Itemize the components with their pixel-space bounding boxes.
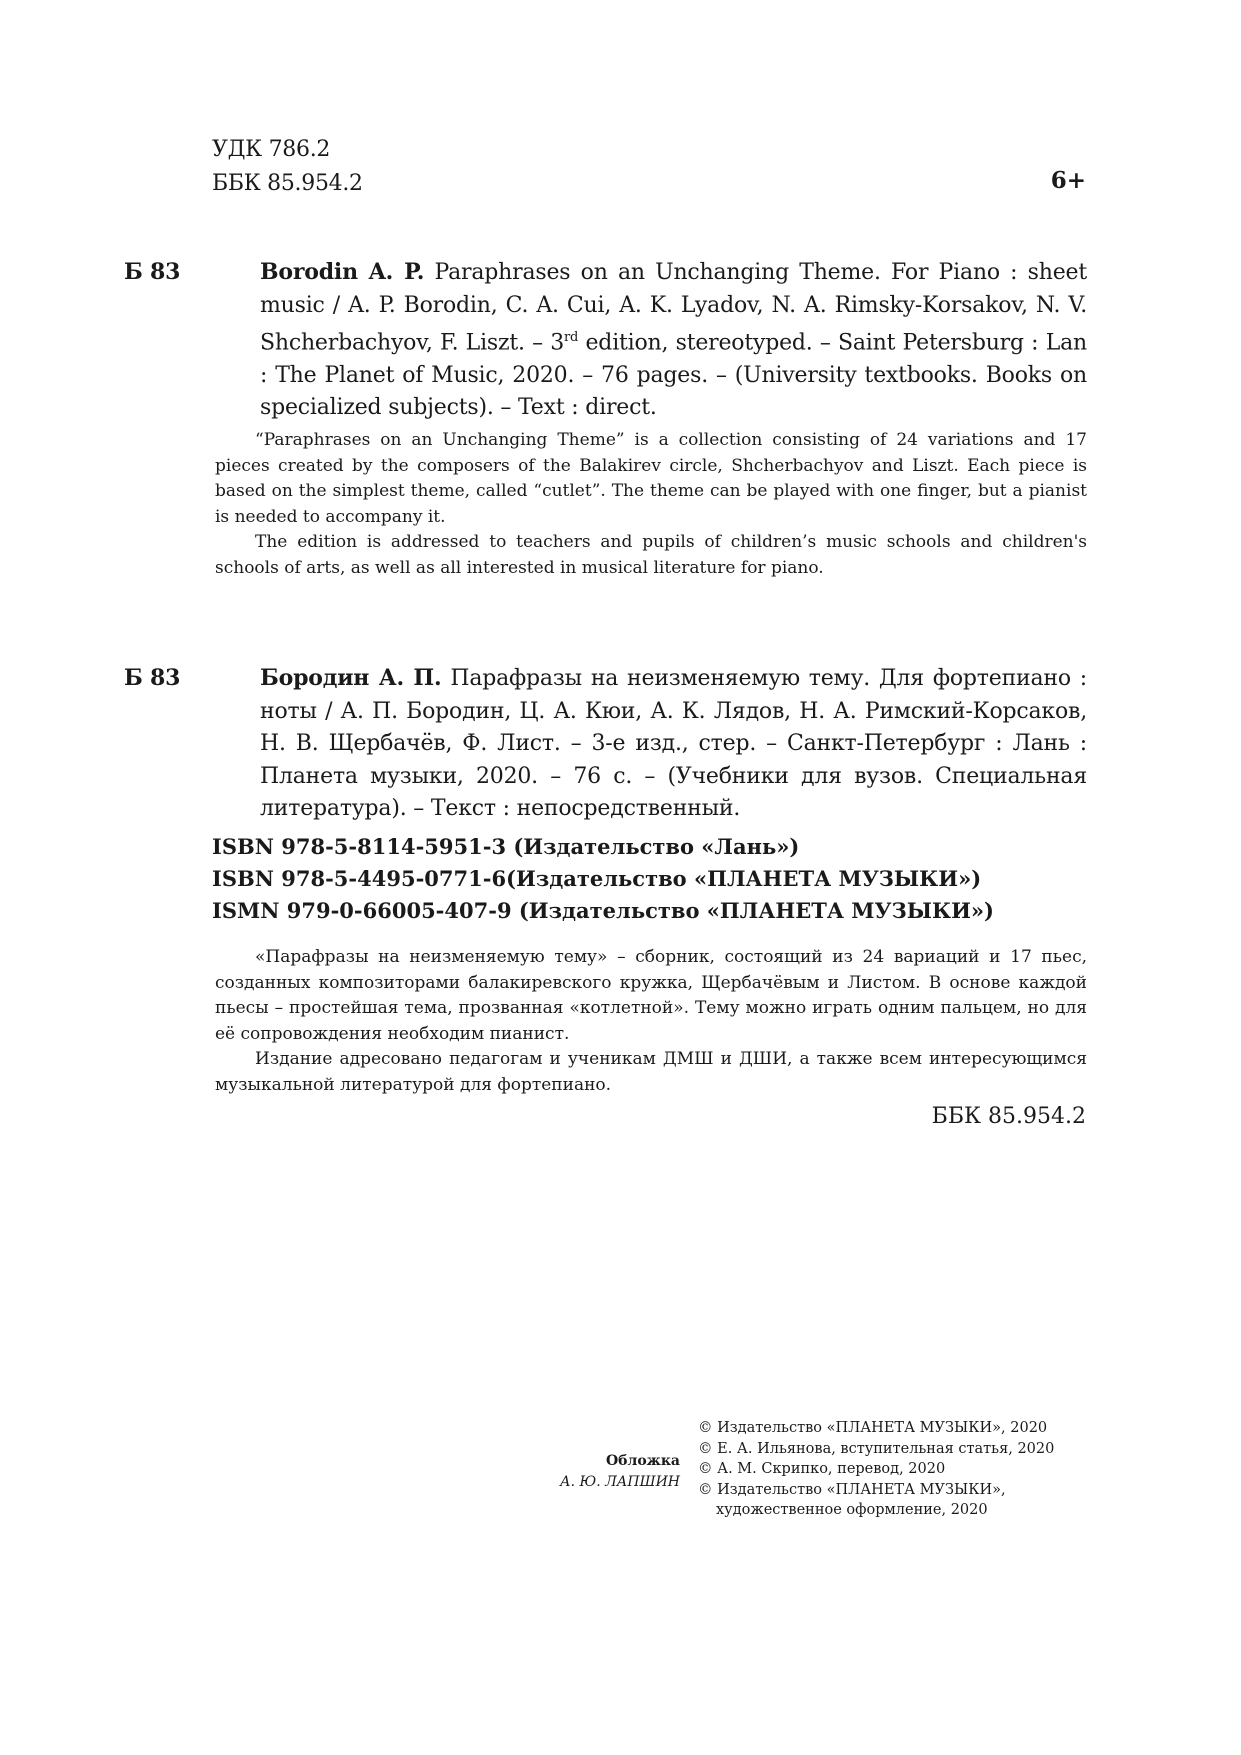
copyright-line: © Издательство «ПЛАНЕТА МУЗЫКИ», <box>698 1481 1006 1498</box>
udk-code: УДК 786.2 <box>212 137 331 162</box>
copyright-line: © Издательство «ПЛАНЕТА МУЗЫКИ», 2020 <box>698 1420 1048 1436</box>
entry-code: Б 83 <box>124 259 181 285</box>
russian-annotation <box>215 945 1087 1098</box>
cover-credit-label: Обложка <box>605 1453 680 1469</box>
isbn-line: ISBN 978-5-8114-5951-3 (Издательство «Лань») <box>212 834 800 859</box>
classification-codes <box>212 133 363 201</box>
entry-text: Парафразы на неизменяемую тему. Для фортепиано : ноты / А. П. Бородин, Ц. А. Кюи, А. К. Лядов, Н. А. Римский-Корсаков, Н. В. Щербачёв, Ф. Лист. – 3-е изд., стер. – Санкт-Петербург : Лань : Планета музыки, 2020. – 76 с. – (Учебники для вузов. Специальная литература). – Текст : непосредственный. <box>260 666 1087 821</box>
annotation-paragraph: Издание адресовано педагогам и ученикам ДМШ и ДШИ, а также всем интересующимся музыкальной литературой для фортепиано. <box>215 1049 1087 1095</box>
age-rating: 6+ <box>1050 167 1086 194</box>
bbk-code: ББК 85.954.2 <box>212 171 363 196</box>
entry-text-part1: Paraphrases on an Unchanging Theme. For Piano : sheet music / A. P. Borodin, C. A. Cui, A. K. Lyadov, N. A. Rimsky-Korsakov, N. V. Shcherbachyov, F. Liszt. – 3 <box>260 260 1088 356</box>
entry-author: Бородин А. П. <box>260 665 442 691</box>
isbn-line: ISBN 978-5-4495-0771-6(Издательство «ПЛАНЕТА МУЗЫКИ») <box>212 866 982 891</box>
copyright-line: © Е. А. Ильянова, вступительная статья, 2020 <box>698 1440 1055 1457</box>
annotation-paragraph: «Парафразы на неизменяемую тему» – сборник, состоящий из 24 вариаций и 17 пьес, созданных композиторами балакиревского кружка, Щербачёвым и Листом. В основе каждой пьесы – простейшая тема, прозванная «котлетной». Тему можно играть одним пальцем, но для её сопровождения необходим пианист. <box>215 947 1087 1044</box>
cover-credit-name: А. Ю. ЛАПШИН <box>560 1474 680 1490</box>
cover-credit <box>540 1451 680 1493</box>
entry-code: Б 83 <box>124 665 181 691</box>
russian-bibliographic-entry <box>124 662 1087 826</box>
annotation-paragraph: “Paraphrases on an Unchanging Theme” is a collection consisting of 24 variations and 17 pieces created by the composers of the Balakirev circle, Shcherbachyov and Liszt. Each piece is based on the simplest theme, called “cutlet”. The theme can be played with one finger, but a pianist is needed to accompany it. <box>215 430 1087 527</box>
english-bibliographic-entry <box>124 256 1088 425</box>
copyright-line: © А. М. Скрипко, перевод, 2020 <box>698 1461 946 1477</box>
english-annotation <box>215 428 1087 581</box>
isbn-block <box>212 831 994 927</box>
ismn-line: ISMN 979-0-66005-407-9 (Издательство «ПЛАНЕТА МУЗЫКИ») <box>212 898 994 923</box>
annotation-paragraph: The edition is addressed to teachers and pupils of children’s music schools and children's schools of arts, as well as all interested in musical literature for piano. <box>215 532 1087 578</box>
footer-bbk-code: ББК 85.954.2 <box>931 1104 1086 1129</box>
copyright-block <box>698 1418 1054 1521</box>
edition-ordinal-sup: rd <box>564 330 579 345</box>
copyright-line: художественное оформление, 2020 <box>716 1502 988 1518</box>
entry-author: Borodin A. P. <box>260 259 425 285</box>
entry-text-part2: edition, stereotyped. – Saint Petersburg : Lan : The Planet of Music, 2020. – 76 pages. – (University textbooks. Books on specialized subjects). – Text : direct. <box>260 330 1087 421</box>
